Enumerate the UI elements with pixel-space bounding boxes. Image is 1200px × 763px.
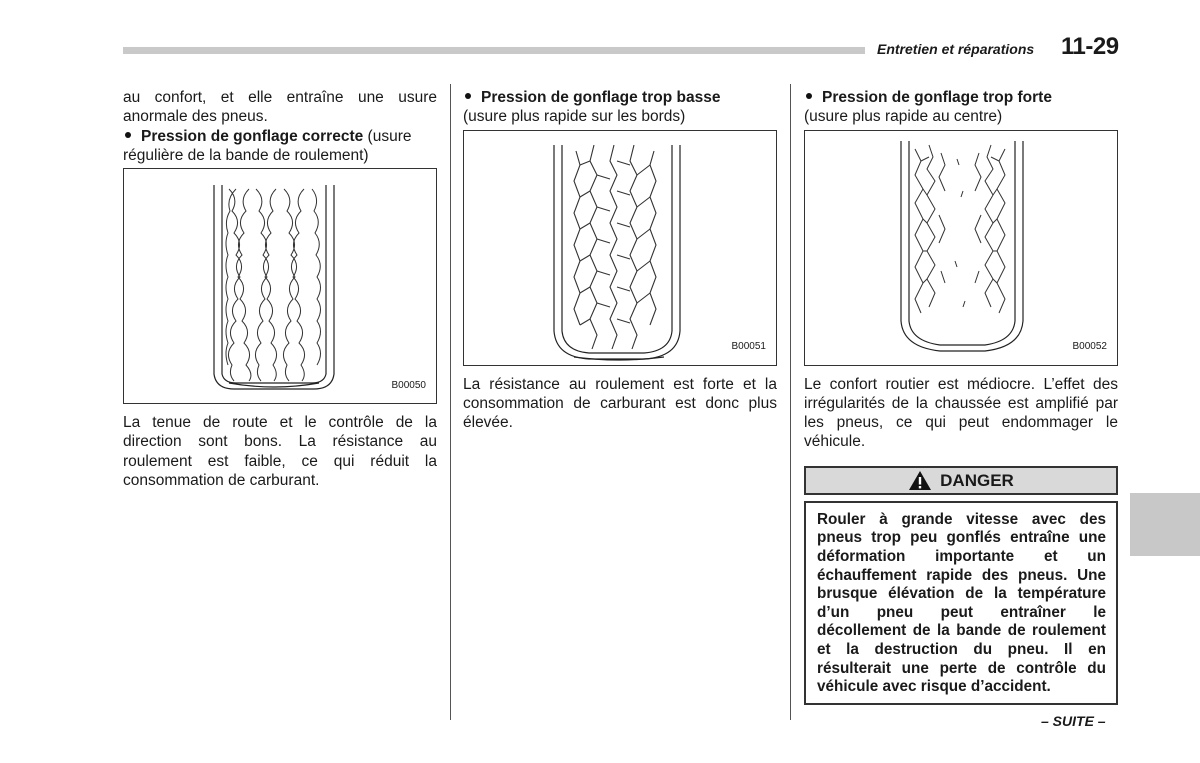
caption-high-pressure: Le confort routier est médiocre. L’effet des irrégularités de la chaussée est amplifié par les pneus, ce qui peut endommager le véhicule. [804,375,1118,451]
figure-code: B00051 [731,341,766,353]
tire-tread-even-wear-illustration [124,169,438,405]
bullet-high-pressure [804,88,1118,107]
bullet-icon [125,132,131,138]
section-title: Entretien et réparations [877,41,1035,57]
bullet-icon [465,93,471,99]
column-2 [463,88,777,432]
bullet-correct-pressure [123,127,437,166]
column-divider-1 [450,84,451,720]
column-divider-2 [790,84,791,720]
figure-high-pressure [804,130,1118,366]
bullet-subtext: (usure plus rapide au centre) [804,108,1003,126]
caption-low-pressure: La résistance au roulement est forte et la consommation de carburant est donc plus élevée. [463,375,777,432]
bullet-heading: Pression de gonflage correcte [141,127,364,145]
bullet-low-pressure [463,88,777,107]
danger-label: DANGER [940,470,1014,490]
continued-marker: – SUITE – [1041,713,1106,729]
bullet-icon [806,93,812,99]
column-3 [804,88,1118,705]
bullet-heading: Pression de gonflage trop forte [822,89,1052,106]
caption-correct-pressure: La tenue de route et le contrôle de la direction sont bons. La résistance au roulement est faible, ce qui réduit la consommation de carburant. [123,414,437,490]
figure-code: B00052 [1072,341,1107,353]
chapter-tab-marker [1130,493,1200,556]
tire-tread-edge-wear-illustration [464,131,778,367]
warning-triangle-icon [908,470,932,491]
header-rule [123,47,865,54]
column-1 [123,88,437,490]
intro-paragraph: au confort, et elle entraîne une usure anormale des pneus. [123,89,437,126]
bullet-subtext: (usure plus rapide sur les bords) [463,108,686,126]
figure-correct-pressure [123,168,437,404]
figure-low-pressure [463,130,777,366]
figure-code: B00050 [391,379,426,391]
tire-tread-center-wear-illustration [805,131,1119,367]
danger-text: Rouler à grande vitesse avec des pneus trop peu gonflés entraîne une déformation importante et un échauffement rapide des pneus. Une brusque élévation de la température d’un pneu peut entraîner le décollement de la bande de roulement et la destruction du pneu. Il en résulterait une perte de contrôle du véhicule avec risque d’accident. [817,510,1106,696]
bullet-subtext: (usure régulière de la bande de roulement) [123,127,412,164]
page-number: 11-29 [1061,33,1119,60]
bullet-heading: Pression de gonflage trop basse [481,89,721,106]
danger-header [804,466,1118,495]
danger-box [804,501,1118,705]
